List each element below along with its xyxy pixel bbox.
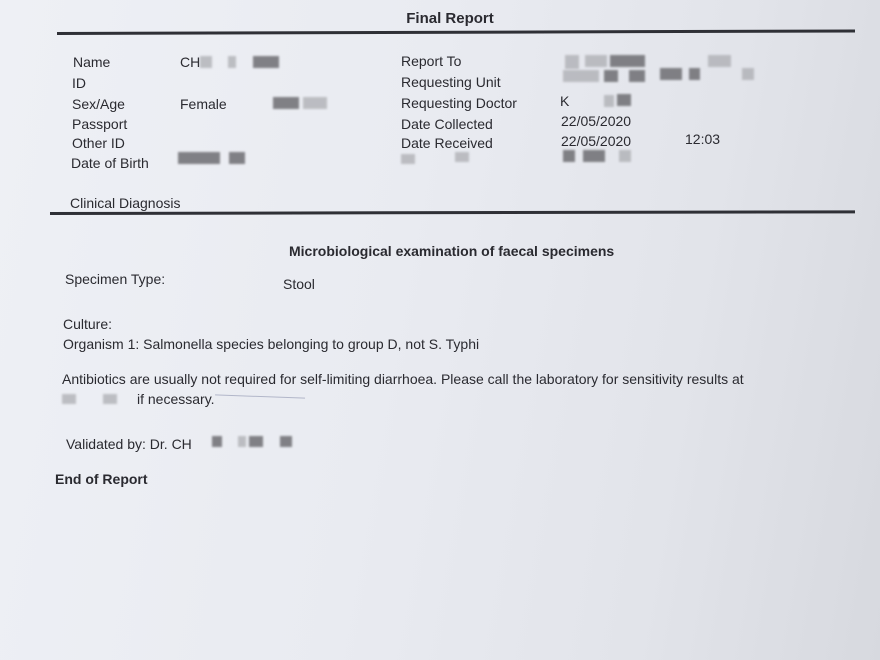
redacted-block — [62, 394, 76, 404]
report-title: Final Report — [406, 10, 494, 27]
pen-mark — [215, 394, 305, 401]
date-received-label: Date Received — [401, 135, 493, 151]
culture-label: Culture: — [63, 316, 113, 332]
redacted-block — [200, 56, 212, 68]
redacted-block — [280, 436, 292, 447]
redacted-block — [565, 55, 579, 69]
section-divider — [50, 210, 855, 215]
passport-label: Passport — [72, 116, 128, 132]
redacted-block — [563, 70, 599, 82]
redacted-block — [212, 436, 222, 447]
organism-line: Organism 1: Salmonella species belonging to group D, not S. Typhi — [63, 336, 480, 352]
name-value: CH — [180, 54, 201, 70]
redacted-block — [455, 152, 469, 162]
report-to-label: Report To — [401, 53, 462, 69]
specimen-type-value: Stool — [283, 276, 315, 292]
redacted-block — [660, 68, 682, 80]
redacted-block — [303, 97, 327, 109]
section-title: Microbiological examination of faecal specimens — [289, 243, 615, 259]
redacted-block — [585, 55, 607, 67]
redacted-block — [583, 150, 605, 162]
sex-age-label: Sex/Age — [72, 96, 125, 112]
date-received-value: 22/05/2020 — [561, 133, 632, 149]
redacted-block — [178, 152, 220, 164]
date-collected-label: Date Collected — [401, 116, 493, 132]
requesting-doctor-label: Requesting Doctor — [401, 95, 517, 111]
validated-by: Validated by: Dr. CH — [66, 436, 192, 452]
redacted-block — [708, 55, 731, 67]
note-line-2: if necessary. — [137, 391, 215, 407]
redacted-block — [604, 95, 614, 107]
name-label: Name — [73, 54, 111, 70]
sex-age-value: Female — [180, 96, 227, 112]
redacted-block — [629, 70, 645, 82]
end-of-report: End of Report — [55, 471, 148, 487]
redacted-block — [563, 150, 575, 162]
note-line-1: Antibiotics are usually not required for self-limiting diarrhoea. Please call the laboratory for sensitivity results at — [62, 371, 744, 387]
redacted-block — [742, 68, 754, 80]
specimen-type-label: Specimen Type: — [65, 271, 166, 287]
clinical-diagnosis-label: Clinical Diagnosis — [70, 195, 181, 211]
redacted-block — [253, 56, 279, 68]
time-received-value: 12:03 — [685, 131, 721, 147]
requesting-doctor-value: K — [560, 93, 570, 109]
redacted-block — [604, 70, 618, 82]
redacted-block — [617, 94, 631, 106]
other-id-label: Other ID — [72, 135, 125, 151]
redacted-block — [229, 152, 245, 164]
id-label: ID — [72, 75, 86, 91]
redacted-block — [238, 436, 246, 447]
redacted-block — [689, 68, 700, 80]
header-divider — [57, 29, 855, 35]
requesting-unit-label: Requesting Unit — [401, 74, 501, 90]
redacted-block — [103, 394, 117, 404]
redacted-block — [619, 150, 631, 162]
date-collected-value: 22/05/2020 — [561, 113, 632, 129]
redacted-block — [401, 154, 415, 164]
redacted-block — [228, 56, 236, 68]
redacted-block — [610, 55, 645, 67]
dob-label: Date of Birth — [71, 155, 149, 171]
redacted-block — [249, 436, 263, 447]
redacted-block — [273, 97, 299, 109]
